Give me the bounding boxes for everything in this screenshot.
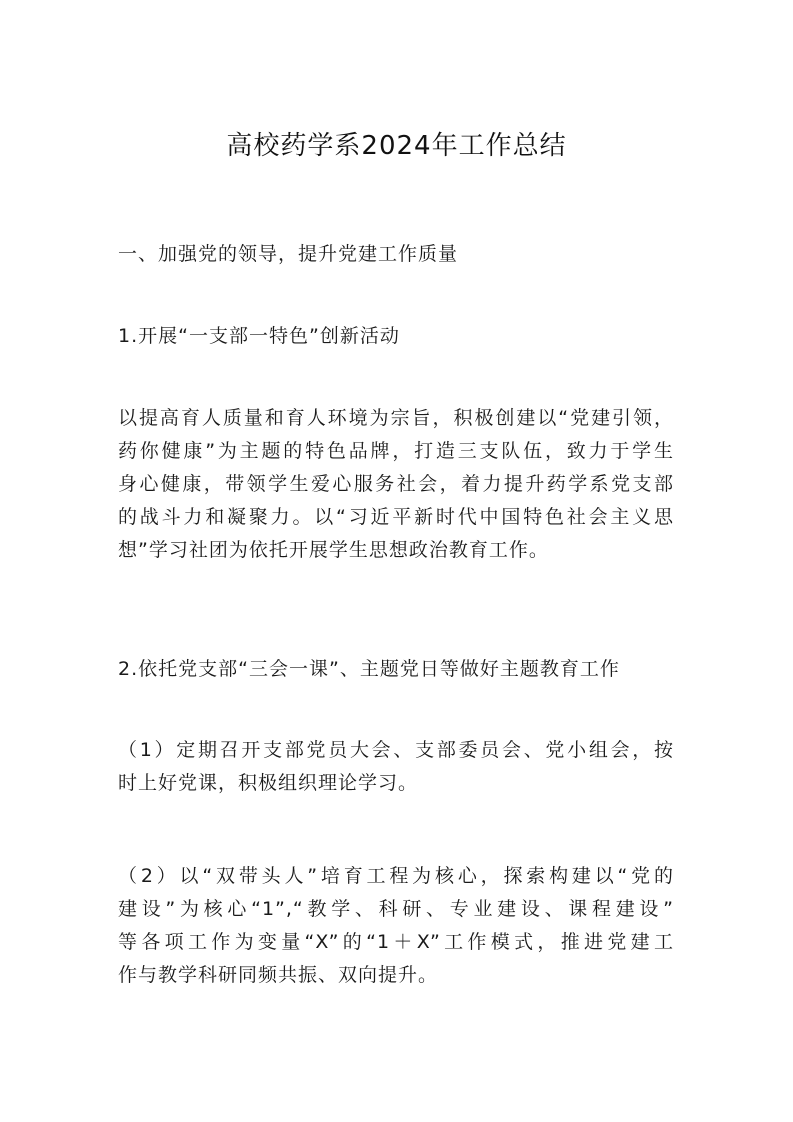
item-heading-1: 1.开展“一支部一特色”创新活动 (118, 325, 400, 347)
paragraph-line: 身心健康，带领学生爱心服务社会，着力提升药学系党支部 (118, 473, 674, 495)
paragraph-line: （2）以“双带头人”培育工程为核心，探索构建以“党的 (118, 865, 674, 887)
paragraph-line: 作与教学科研同频共振、双向提升。 (118, 964, 439, 986)
paragraph-line: 建设”为核心“1”,“教学、科研、专业建设、课程建设” (118, 898, 674, 920)
paragraph-line: （1）定期召开支部党员大会、支部委员会、党小组会，按 (118, 739, 674, 761)
document-title: 高校药学系2024年工作总结 (226, 131, 567, 161)
sub-item-1 (118, 734, 674, 800)
paragraph-line: 想”学习社团为依托开展学生思想政治教育工作。 (118, 539, 549, 561)
item1-paragraph (118, 402, 674, 567)
paragraph-line: 以提高育人质量和育人环境为宗旨，积极创建以“党建引领， (118, 407, 674, 429)
paragraph-line: 时上好党课，积极组织理论学习。 (118, 772, 419, 794)
paragraph-line: 的战斗力和凝聚力。以“习近平新时代中国特色社会主义思 (118, 506, 674, 528)
sub-item-2 (118, 860, 674, 992)
section-heading-1: 一、加强党的领导，提升党建工作质量 (118, 243, 459, 265)
item-heading-2: 2.依托党支部“三会一课”、主题党日等做好主题教育工作 (118, 658, 620, 680)
paragraph-line: 等各项工作为变量“X”的“1＋X”工作模式，推进党建工 (118, 931, 674, 953)
paragraph-line: 药你健康”为主题的特色品牌，打造三支队伍，致力于学生 (118, 440, 674, 462)
